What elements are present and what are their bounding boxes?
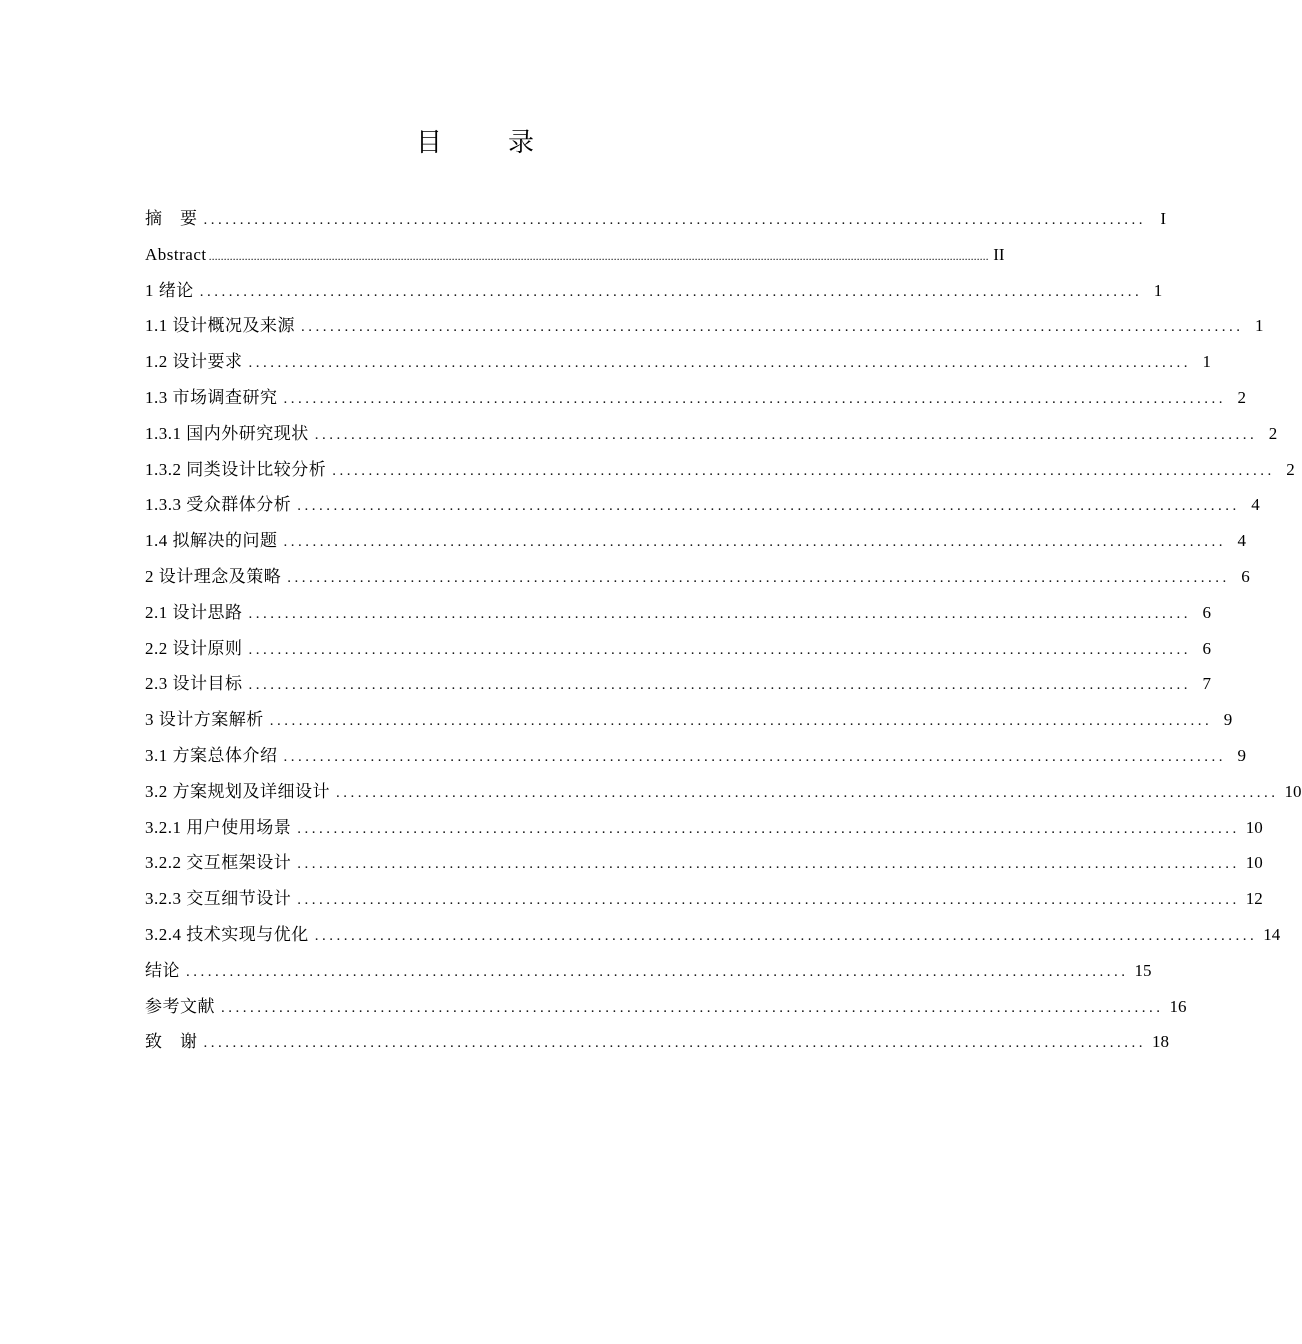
toc-entry-label: 3.2 方案规划及详细设计 bbox=[145, 781, 330, 801]
toc-entry-label: 2.3 设计目标 bbox=[145, 674, 243, 694]
toc-entry-page: 16 bbox=[1169, 996, 1187, 1016]
toc-entry-page: 1 bbox=[1255, 316, 1264, 336]
toc-entry-page: 7 bbox=[1202, 674, 1211, 694]
toc-entry-page: 6 bbox=[1202, 602, 1211, 622]
toc-entry-label: 1.1 设计概况及来源 bbox=[145, 316, 295, 336]
dot-leader: .................................................................................................................................. bbox=[283, 390, 1226, 407]
toc-entry-label: 3.1 方案总体介绍 bbox=[145, 745, 278, 765]
toc-entry-3-2-1[interactable] bbox=[145, 810, 1263, 846]
toc-entry-1-1[interactable] bbox=[145, 308, 1264, 344]
toc-entry-page: 14 bbox=[1263, 924, 1281, 944]
dot-leader: .................................................................................................................................................................................................................................................................... bbox=[208, 248, 989, 263]
page-title: 目 录 bbox=[415, 128, 554, 158]
toc-entry-label: 2.1 设计思路 bbox=[145, 602, 243, 622]
toc-entry-page: 9 bbox=[1237, 745, 1246, 765]
toc-entry-page: I bbox=[1160, 209, 1166, 228]
toc-entry-1-3-3[interactable] bbox=[145, 487, 1260, 523]
dot-leader: .................................................................................................................................. bbox=[283, 748, 1226, 765]
toc-entry-label: 1.3.1 国内外研究现状 bbox=[145, 423, 309, 443]
dot-leader: .................................................................................................................................. bbox=[297, 498, 1240, 515]
dot-leader: .................................................................................................................................. bbox=[221, 999, 1164, 1016]
dot-leader: .................................................................................................................................. bbox=[203, 1035, 1146, 1052]
toc-entry-2-3[interactable] bbox=[145, 666, 1211, 702]
dot-leader: .................................................................................................................................. bbox=[199, 283, 1143, 300]
toc-entry-references[interactable] bbox=[145, 989, 1187, 1025]
toc-entry-page: 15 bbox=[1134, 960, 1152, 980]
dot-leader: .................................................................................................................................. bbox=[287, 569, 1230, 586]
dot-leader: .................................................................................................................................. bbox=[203, 212, 1146, 228]
toc-entry-page: 4 bbox=[1237, 531, 1246, 551]
toc-entry-3-1[interactable] bbox=[145, 738, 1246, 774]
dot-leader: .................................................................................................................................. bbox=[297, 892, 1240, 909]
toc-entry-ch1[interactable] bbox=[145, 273, 1163, 309]
toc-entry-ch2[interactable] bbox=[145, 559, 1250, 595]
toc-entry-label: 摘 要 bbox=[145, 209, 198, 228]
toc-entry-label: 1.2 设计要求 bbox=[145, 352, 243, 372]
toc-entry-label: 3.2.3 交互细节设计 bbox=[145, 889, 292, 909]
toc-entry-page: 6 bbox=[1202, 638, 1211, 658]
toc-entry-3-2-2[interactable] bbox=[145, 845, 1263, 881]
dot-leader: .................................................................................................................................. bbox=[283, 534, 1226, 551]
toc-entry-label: 2.2 设计原则 bbox=[145, 638, 243, 658]
dot-leader: .................................................................................................................................. bbox=[186, 963, 1129, 980]
dot-leader: .................................................................................................................................. bbox=[314, 426, 1258, 443]
toc-entry-1-3-1[interactable] bbox=[145, 416, 1278, 452]
toc-entry-label: 2 设计理念及策略 bbox=[145, 566, 282, 586]
toc-entry-label: 结论 bbox=[145, 960, 180, 980]
dot-leader: .................................................................................................................................. bbox=[301, 319, 1244, 336]
toc-entry-label: 致 谢 bbox=[145, 1032, 198, 1052]
toc-entry-page: 18 bbox=[1152, 1032, 1169, 1052]
dot-leader: .................................................................................................................................. bbox=[297, 820, 1240, 837]
toc-entry-page: 10 bbox=[1245, 817, 1263, 837]
toc-entry-label: 1 绪论 bbox=[145, 280, 194, 300]
toc-entry-2-2[interactable] bbox=[145, 631, 1211, 667]
dot-leader: .................................................................................................................................. bbox=[248, 677, 1191, 694]
toc-entry-1-4[interactable] bbox=[145, 523, 1246, 559]
toc-entry-acknowledgements[interactable] bbox=[145, 1024, 1169, 1060]
toc-entry-label: 1.3 市场调查研究 bbox=[145, 387, 278, 407]
dot-leader: .................................................................................................................................. bbox=[248, 355, 1191, 372]
toc-entry-abstract-cn[interactable] bbox=[145, 201, 1166, 237]
toc-entry-page: 2 bbox=[1268, 423, 1278, 443]
toc-entry-page: 10 bbox=[1245, 853, 1263, 873]
toc-entry-label: 3.2.4 技术实现与优化 bbox=[145, 924, 309, 944]
toc-entry-page: 1 bbox=[1202, 352, 1211, 372]
toc-entry-page: 12 bbox=[1245, 889, 1263, 909]
toc-entry-page: 2 bbox=[1237, 387, 1246, 407]
toc-entry-label: 参考文献 bbox=[145, 996, 215, 1016]
dot-leader: .................................................................................................................................. bbox=[336, 784, 1279, 801]
toc-entry-1-3-2[interactable] bbox=[145, 452, 1295, 488]
dot-leader: .................................................................................................................................. bbox=[269, 713, 1213, 730]
toc-entry-conclusion[interactable] bbox=[145, 953, 1152, 989]
toc-entry-1-3[interactable] bbox=[145, 380, 1246, 416]
toc-entry-abstract-en[interactable] bbox=[145, 237, 1005, 273]
toc-entry-1-2[interactable] bbox=[145, 344, 1211, 380]
dot-leader: .................................................................................................................................. bbox=[332, 462, 1275, 479]
toc-entry-page: 9 bbox=[1223, 710, 1233, 730]
toc-entry-label: 1.4 拟解决的问题 bbox=[145, 531, 278, 551]
toc-entry-label: 1.3.3 受众群体分析 bbox=[145, 495, 292, 515]
dot-leader: .................................................................................................................................. bbox=[248, 605, 1191, 622]
toc-entry-3-2[interactable] bbox=[145, 774, 1302, 810]
table-of-contents bbox=[145, 201, 1302, 1060]
toc-entry-label: 1.3.2 同类设计比较分析 bbox=[145, 459, 327, 479]
dot-leader: .................................................................................................................................. bbox=[248, 641, 1191, 658]
toc-entry-3-2-3[interactable] bbox=[145, 881, 1263, 917]
toc-entry-page: 4 bbox=[1251, 495, 1260, 515]
toc-entry-page: 2 bbox=[1286, 459, 1295, 479]
toc-entry-page: 10 bbox=[1284, 781, 1302, 801]
toc-entry-page: 6 bbox=[1241, 566, 1250, 586]
toc-entry-2-1[interactable] bbox=[145, 595, 1211, 631]
toc-entry-label: 3 设计方案解析 bbox=[145, 710, 264, 730]
toc-entry-3-2-4[interactable] bbox=[145, 917, 1281, 953]
toc-entry-page: 1 bbox=[1153, 280, 1163, 300]
dot-leader: .................................................................................................................................. bbox=[297, 856, 1240, 873]
toc-entry-page: II bbox=[993, 244, 1005, 264]
toc-entry-ch3[interactable] bbox=[145, 702, 1233, 738]
toc-entry-label: 3.2.2 交互框架设计 bbox=[145, 853, 292, 873]
toc-entry-label: 3.2.1 用户使用场景 bbox=[145, 817, 292, 837]
dot-leader: .................................................................................................................................. bbox=[314, 927, 1258, 944]
toc-entry-label: Abstract bbox=[145, 244, 207, 264]
